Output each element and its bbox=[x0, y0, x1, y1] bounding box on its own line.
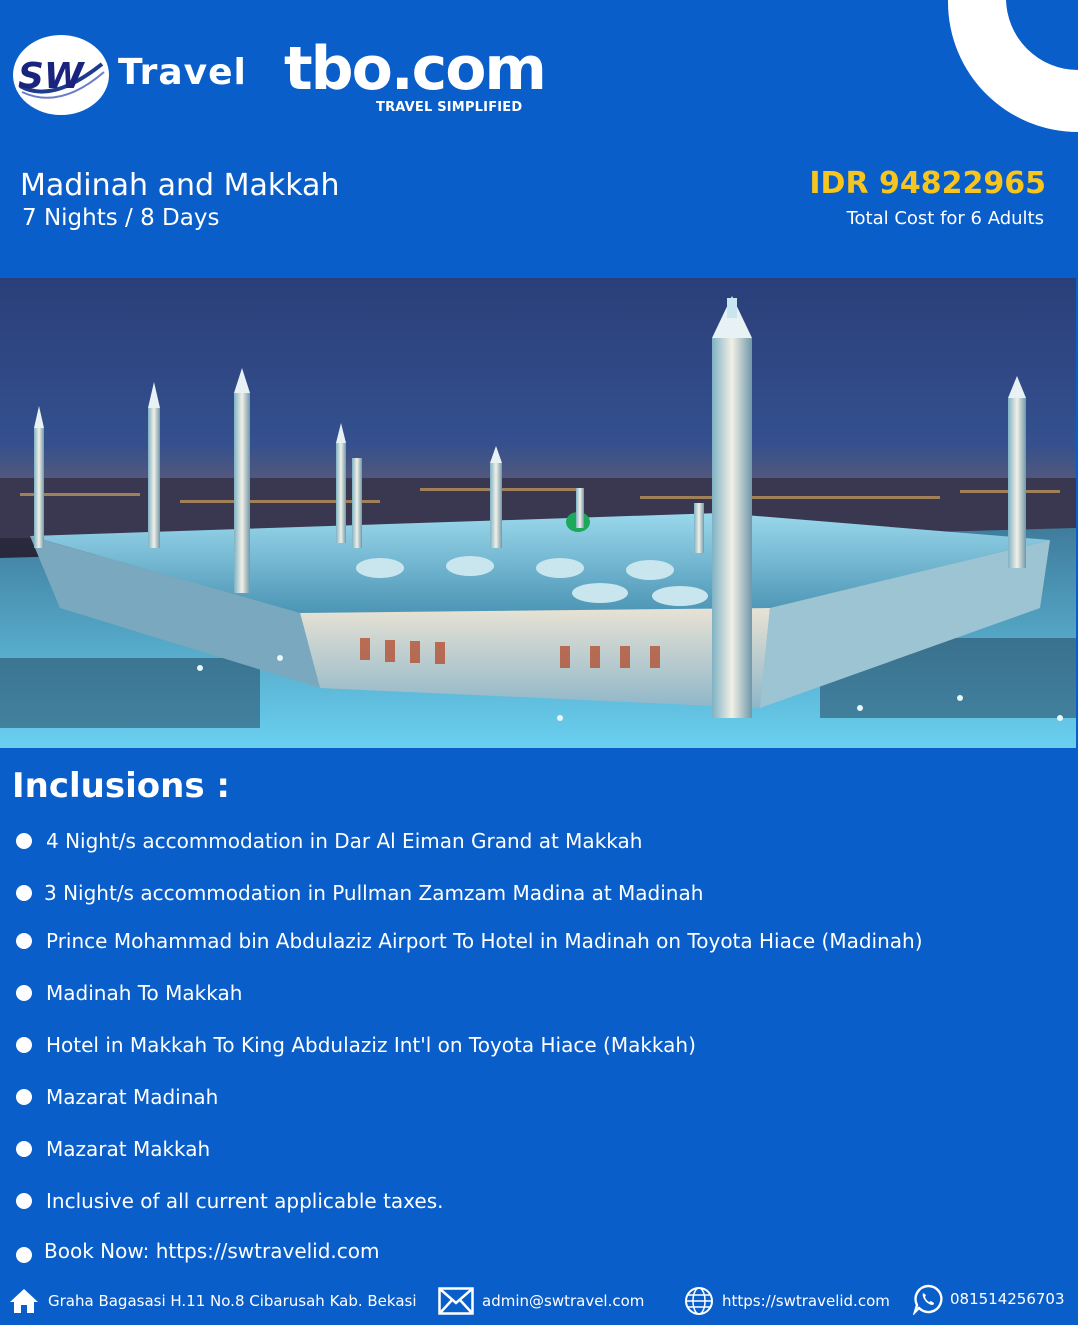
bullet-dot-icon bbox=[16, 1193, 32, 1209]
inclusion-item-text: 3 Night/s accommodation in Pullman Zamzam Madina at Madinah bbox=[44, 881, 704, 905]
inclusion-item bbox=[16, 878, 703, 908]
footer-email[interactable] bbox=[438, 1284, 644, 1318]
bullet-dot-icon bbox=[16, 1141, 32, 1157]
globe-icon bbox=[684, 1286, 714, 1316]
package-cost-note: Total Cost for 6 Adults bbox=[846, 208, 1044, 229]
inclusion-item bbox=[16, 1030, 696, 1060]
footer-address bbox=[8, 1284, 417, 1318]
bullet-dot-icon bbox=[16, 833, 32, 849]
inclusions-heading: Inclusions : bbox=[12, 766, 230, 806]
bullet-dot-icon bbox=[16, 985, 32, 1001]
tbo-tagline: TRAVEL SIMPLIFIED bbox=[376, 100, 523, 115]
inclusion-item bbox=[16, 826, 642, 856]
package-duration: 7 Nights / 8 Days bbox=[22, 205, 220, 231]
tbo-logo-word: tbo.com bbox=[284, 34, 545, 104]
footer-email-text[interactable]: admin@swtravel.com bbox=[482, 1292, 645, 1310]
bullet-dot-icon bbox=[16, 933, 32, 949]
footer-address-text: Graha Bagasasi H.11 No.8 Cibarusah Kab. Bekasi bbox=[48, 1292, 417, 1310]
sw-logo-letters: SW bbox=[18, 56, 84, 97]
mosque-photo bbox=[0, 278, 1076, 748]
book-now-link[interactable]: Book Now: https://swtravelid.com bbox=[44, 1239, 380, 1263]
inclusion-item bbox=[16, 1186, 443, 1216]
inclusion-item bbox=[16, 978, 242, 1008]
footer-phone[interactable] bbox=[912, 1282, 1065, 1316]
inclusion-item-text: Hotel in Makkah To King Abdulaziz Int'l on Toyota Hiace (Makkah) bbox=[46, 1033, 696, 1057]
footer-phone-text[interactable]: 081514256703 bbox=[950, 1290, 1065, 1308]
inclusion-item-book-now bbox=[16, 1236, 380, 1266]
footer-website[interactable] bbox=[684, 1284, 890, 1318]
home-icon bbox=[8, 1287, 40, 1315]
inclusion-item bbox=[16, 1082, 218, 1112]
inclusion-item-text: Mazarat Madinah bbox=[46, 1085, 219, 1109]
bullet-dot-icon bbox=[16, 1037, 32, 1053]
footer-website-text[interactable]: https://swtravelid.com bbox=[722, 1292, 890, 1310]
mail-icon bbox=[438, 1287, 474, 1315]
package-title: Madinah and Makkah bbox=[20, 168, 340, 203]
sw-travel-word: Travel bbox=[118, 52, 247, 93]
bullet-dot-icon bbox=[16, 1089, 32, 1105]
inclusion-item-text: 4 Night/s accommodation in Dar Al Eiman Grand at Makkah bbox=[46, 829, 643, 853]
inclusion-item-text: Madinah To Makkah bbox=[46, 981, 243, 1005]
bullet-dot-icon bbox=[16, 885, 32, 901]
corner-arc-decoration bbox=[948, 0, 1078, 132]
inclusion-item-text: Inclusive of all current applicable taxes. bbox=[46, 1189, 444, 1213]
inclusion-item bbox=[16, 926, 923, 956]
package-price: IDR 94822965 bbox=[809, 166, 1046, 201]
bullet-dot-icon bbox=[16, 1247, 32, 1263]
whatsapp-icon bbox=[912, 1283, 944, 1315]
inclusion-item-text: Prince Mohammad bin Abdulaziz Airport To Hotel in Madinah on Toyota Hiace (Madinah) bbox=[46, 929, 923, 953]
sw-travel-logo bbox=[12, 34, 110, 116]
inclusion-item bbox=[16, 1134, 210, 1164]
inclusion-item-text: Mazarat Makkah bbox=[46, 1137, 211, 1161]
